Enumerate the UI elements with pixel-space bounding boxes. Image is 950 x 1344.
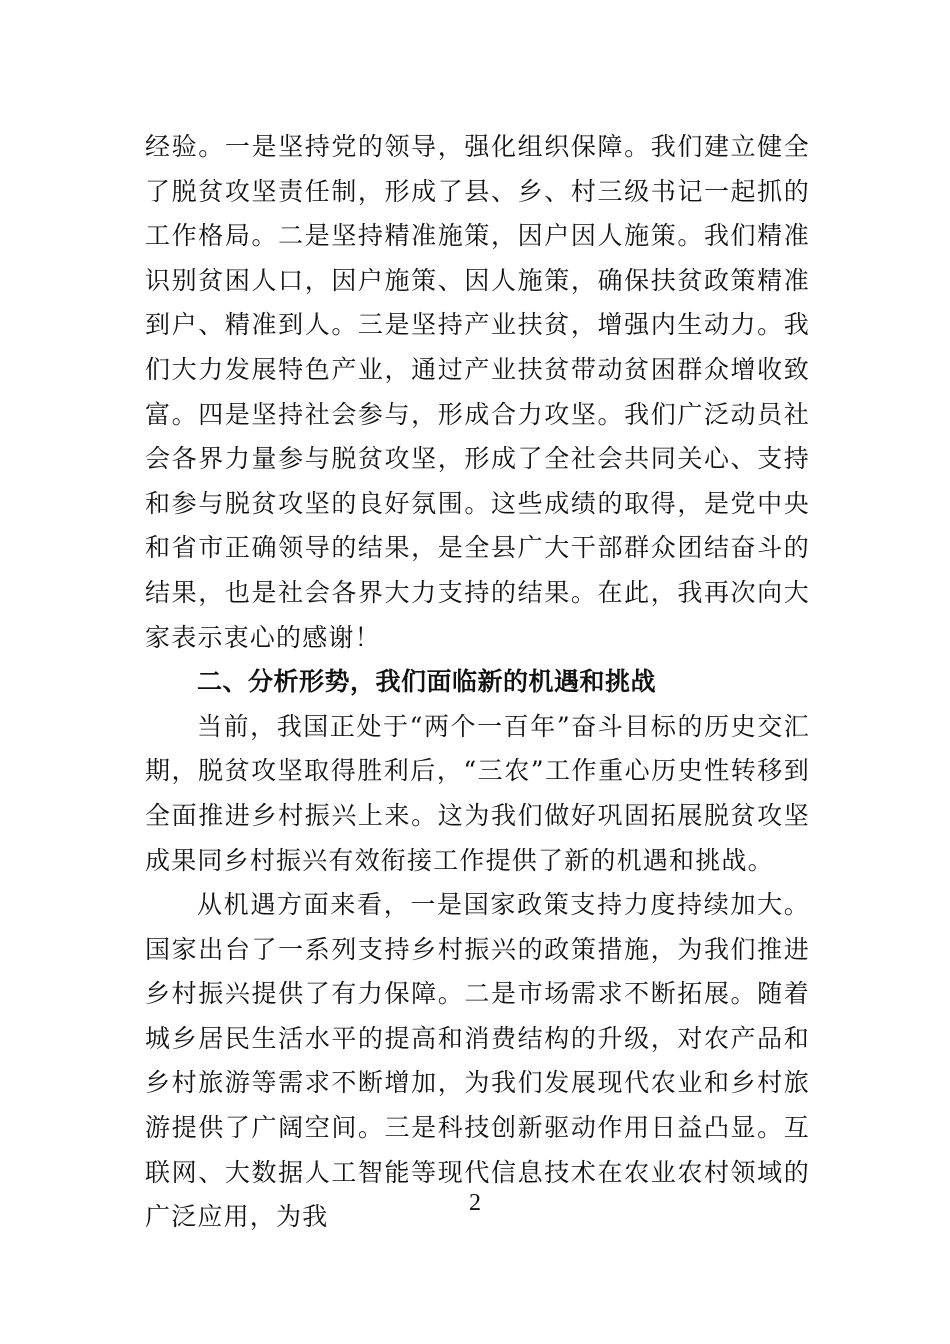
page-number: 2 — [469, 1190, 481, 1216]
body-paragraph-2: 当前，我国正处于“两个一百年”奋斗目标的历史交汇期，脱贫攻坚取得胜利后，“三农”工作重心历史性转移到全面推进乡村振兴上来。这为我们做好巩固拓展脱贫攻坚成果同乡村振兴有效衔接工作提供了新的机遇和挑战。 — [145, 711, 810, 875]
section-heading: 二、分析形势，我们面临新的机遇和挑战 — [197, 667, 657, 697]
body-paragraph-3: 从机遇方面来看，一是国家政策支持力度持续加大。国家出台了一系列支持乡村振兴的政策措施，为我们推进乡村振兴提供了有力保障。二是市场需求不断拓展。随着城乡居民生活水平的提高和消费结构的升级，对农产品和乡村旅游等需求不断增加，为我们发展现代农业和乡村旅游提供了广阔空间。三是科技创新驱动作用日益凸显。互联网、大数据人工智能等现代信息技术在农业农村领域的广泛应用，为我 — [145, 890, 810, 1232]
body-paragraph-1: 经验。一是坚持党的领导，强化组织保障。我们建立健全了脱贫攻坚责任制，形成了县、乡、村三级书记一起抓的工作格局。二是坚持精准施策，因户因人施策。我们精准识别贫困人口，因户施策、因人施策，确保扶贫政策精准到户、精准到人。三是坚持产业扶贫，增强内生动力。我们大力发展特色产业，通过产业扶贫带动贫困群众增收致富。四是坚持社会参与，形成合力攻坚。我们广泛动员社会各界力量参与脱贫攻坚，形成了全社会共同关心、支持和参与脱贫攻坚的良好氛围。这些成绩的取得，是党中央和省市正确领导的结果，是全县广大干部群众团结奋斗的结果，也是社会各界大力支持的结果。在此，我再次向大家表示衷心的感谢！ — [145, 132, 810, 652]
document-body — [145, 125, 810, 1240]
